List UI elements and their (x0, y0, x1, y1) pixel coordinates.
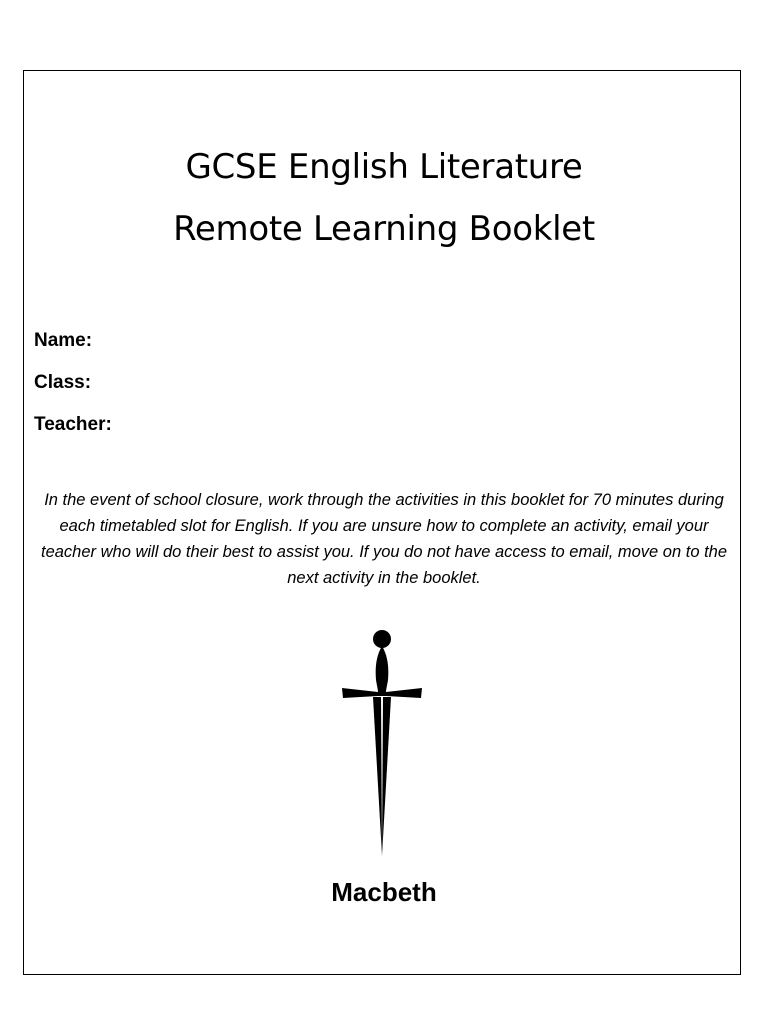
name-label: Name: (34, 330, 93, 351)
play-title: Macbeth (331, 877, 437, 907)
teacher-label: Teacher: (34, 414, 112, 435)
dagger-icon (340, 628, 424, 860)
instructions-text: In the event of school closure, work through the activities in this booklet for 70 minutes during each timetabled slot for English. If you are unsure how to complete an activity, email your teacher who will do their best to assist you. If you do not have access to email, move on to the next activity in the booklet. (40, 491, 728, 587)
class-label: Class: (34, 372, 92, 393)
booklet-title (0, 136, 768, 260)
title-line-2: Remote Learning Booklet (173, 209, 595, 249)
student-details (34, 320, 112, 446)
title-line-1: GCSE English Literature (185, 147, 583, 187)
